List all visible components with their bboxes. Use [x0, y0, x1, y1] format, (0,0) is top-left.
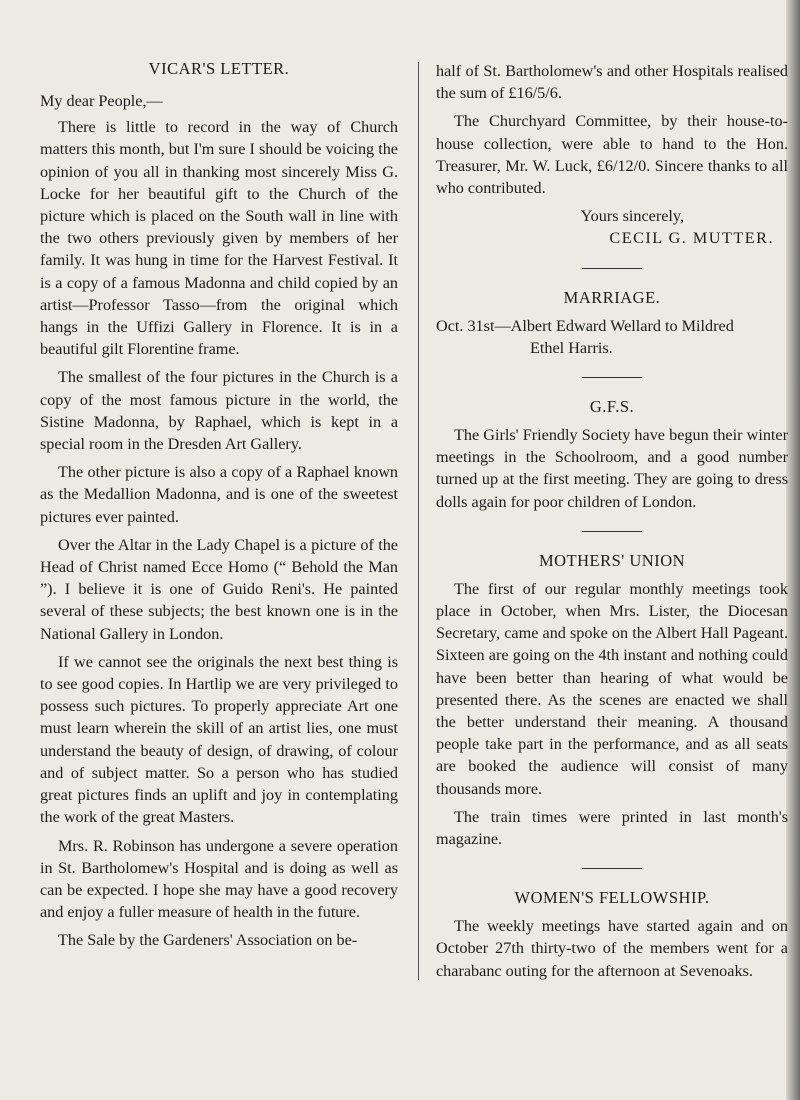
- marriage-line-2: Ethel Harris.: [530, 338, 613, 357]
- left-column: [40, 0, 398, 952]
- signature: CECIL G. MUTTER.: [609, 229, 774, 248]
- churchyard-paragraph: The Churchyard Committee, by their house-to-house collection, were able to hand to the Hon. Treasurer, Mr. W. Luck, £6/12/0. Sincere thanks to all who contributed.: [436, 112, 788, 198]
- vicars-letter-heading: VICAR'S LETTER.: [148, 59, 290, 78]
- mothers-union-paragraph-1: The first of our regular monthly meetings took place in October, when Mrs. Lister, the Diocesan Secretary, came and spoke on the Albert Hall Pageant. Sixteen are going on the 4th instant and nothing could have been better than hearing of what would be presented there. As the scenes are enacted we shall the better understand their meaning. A thousand people take part in the performance, and as all seats are booked the audience will consist of many thousands more.: [436, 579, 788, 798]
- section-divider: [582, 868, 642, 869]
- marriage-heading: MARRIAGE.: [563, 287, 661, 307]
- sale-continuation: half of St. Bartholomew's and other Hospitals realised the sum of £16/5/6.: [436, 62, 788, 103]
- mothers-union-heading: MOTHERS' UNION: [538, 550, 686, 570]
- gfs-paragraph: The Girls' Friendly Society have begun their winter meetings in the Schoolroom, and a good number turned up at the first meeting. They are going to dress dolls again for poor children of London.: [436, 426, 788, 511]
- section-divider: [582, 268, 642, 269]
- mothers-union-paragraph-2: The train times were printed in last month's magazine.: [436, 807, 788, 849]
- section-divider: [582, 377, 642, 378]
- right-column: [436, 0, 788, 982]
- closing: Yours sincerely,: [580, 207, 684, 226]
- letter-paragraph-3: The other picture is also a copy of a Raphael known as the Medallion Madonna, and is one of the sweetest pictures ever painted.: [40, 463, 398, 526]
- letter-paragraph-2: The smallest of the four pictures in the Church is a copy of the most famous picture in the world, the Sistine Madonna, by Raphael, which is kept in a special room in the Dresden Art Gallery.: [40, 368, 398, 454]
- gfs-heading: G.F.S.: [589, 397, 635, 417]
- letter-paragraph-5: If we cannot see the originals the next best thing is to see good copies. In Hartlip we are very privileged to possess such pictures. To properly appreciate Art one must learn wherein the skill of an artist lies, one must understand the beauty of design, of drawing, of colour and of subject matter. So a person who has studied great pictures finds an uplift and joy in contemplating the work of the great Masters.: [40, 652, 398, 827]
- letter-paragraph-7: The Sale by the Gardeners' Association on be-: [58, 931, 358, 950]
- marriage-line-1: Oct. 31st—Albert Edward Wellard to Mildred: [436, 316, 734, 335]
- letter-paragraph-6: Mrs. R. Robinson has undergone a severe operation in St. Bartholomew's Hospital and is doing as well as can be expected. I hope she may have a good recovery and enjoy a fuller measure of health in the future.: [40, 836, 398, 922]
- womens-fellowship-paragraph: The weekly meetings have started again and on October 27th thirty-two of the members went for a charabanc outing for the afternoon at Sevenoaks.: [436, 917, 788, 980]
- salutation: My dear People,—: [40, 92, 163, 110]
- column-divider: [418, 62, 419, 980]
- letter-paragraph-4: Over the Altar in the Lady Chapel is a picture of the Head of Christ named Ecce Homo (“ Behold the Man ”). I believe it is one of Guido Reni's. He painted several of these subjects; the best known one is in the National Gallery in London.: [40, 535, 398, 643]
- womens-fellowship-heading: WOMEN'S FELLOWSHIP.: [514, 888, 710, 908]
- page-edge-shadow: [786, 0, 800, 1100]
- section-divider: [582, 531, 642, 532]
- letter-paragraph-1: There is little to record in the way of Church matters this month, but I'm sure I should be voicing the opinion of you all in thanking most sincerely Miss G. Locke for her beautiful gift to the Church of the picture which is placed on the South wall in line with the two others previously given by members of her family. It was hung in time for the Harvest Festival. It is a copy of a famous Madonna and child copied by an artist—Professor Tasso—from the original which hangs in the Uffizi Gallery in Florence. It is in a beautiful gilt Florentine frame.: [40, 118, 398, 359]
